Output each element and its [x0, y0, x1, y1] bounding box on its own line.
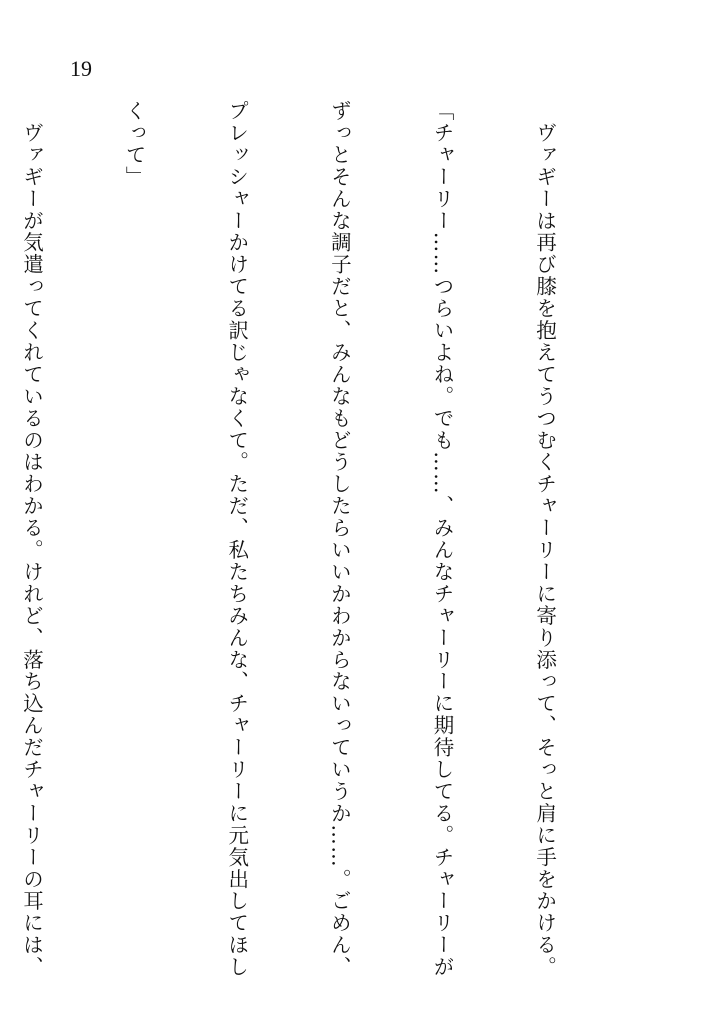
text-line: プレッシャーかけてる訳じゃなくて。ただ、私たちみんな、チャーリーに元気出してほし — [224, 100, 249, 978]
novel-body-text — [0, 100, 630, 978]
text-line: ヴァギーは再び膝を抱えてうつむくチャーリーに寄り添って、そっと肩に手をかける。 — [532, 100, 557, 978]
text-line: ヴァギーが気遣ってくれているのはわかる。けれど、落ち込んだチャーリーの耳には、 — [19, 100, 44, 978]
text-line: くって」 — [122, 100, 147, 188]
text-line: 「チャーリー……つらいよね。でも……、みんなチャーリーに期待してる。チャーリーが — [429, 100, 454, 978]
text-line: ずっとそんな調子だと、みんなもどうしたらいいかわからないっていうか……。ごめん、 — [327, 100, 352, 978]
page-number: 19 — [70, 56, 92, 81]
